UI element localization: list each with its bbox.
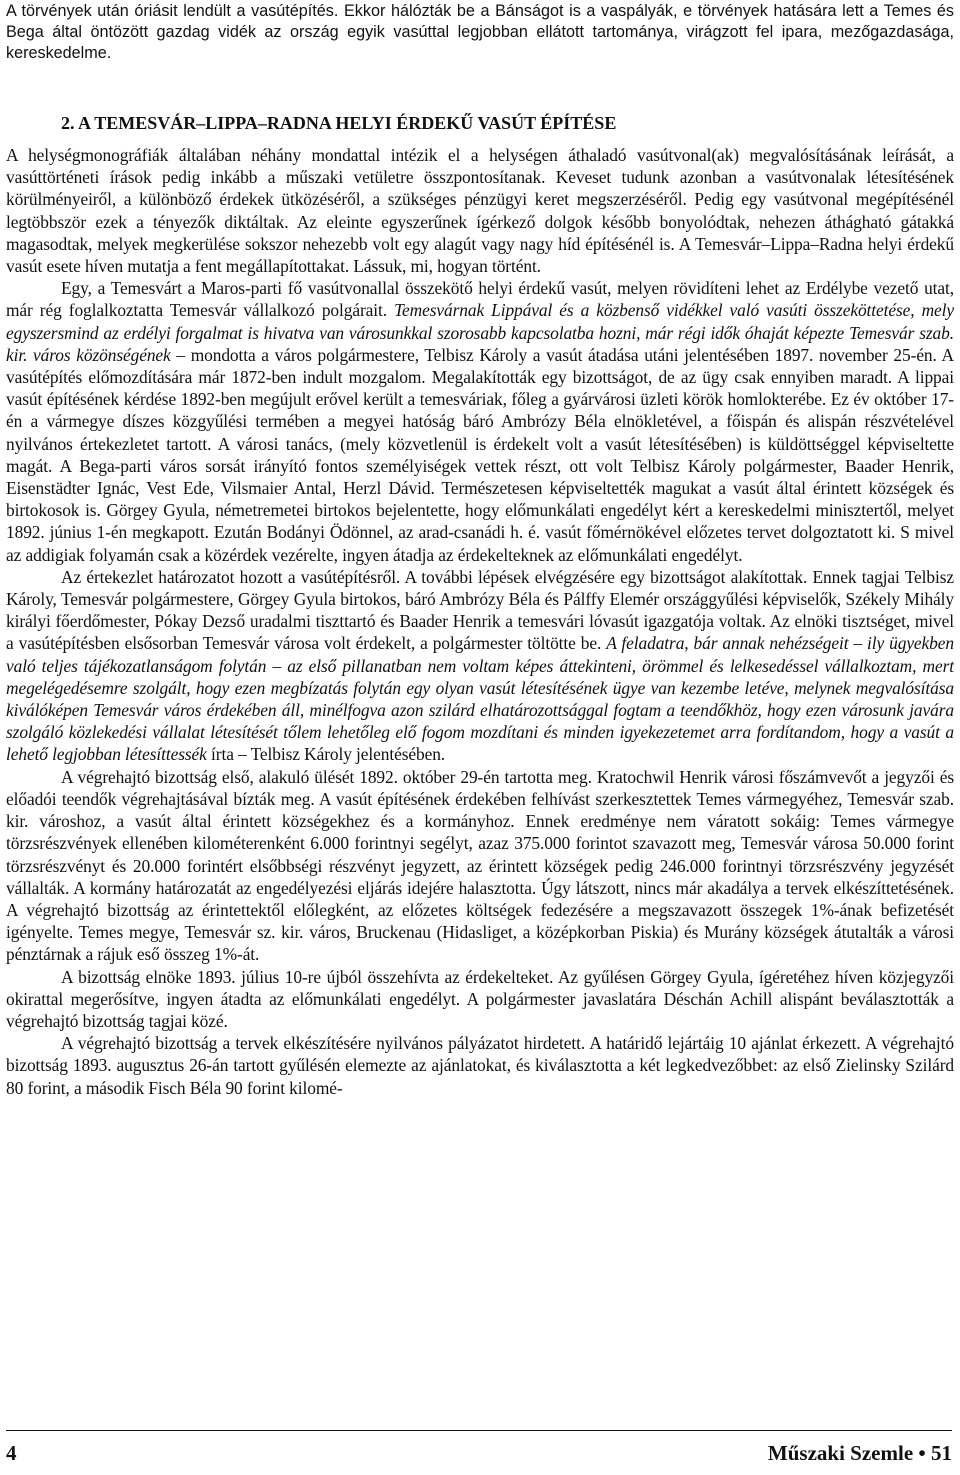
- text-segment: A bizottság elnöke 1893. július 10-re újból összehívta az érdekelteket. Az gyűlésen Görgey Gyula, ígéretéhez híven közjegyzői okirattal megerősítve, ingyen átadta az előmunkálati engedélyt. A polgármester javaslatára Déschán Achill alispánt beválasztották a végrehajtó bizottság tagjai közé.: [6, 966, 954, 1031]
- body-paragraph: [6, 766, 954, 966]
- text-segment: Egy, a Temesvárt a Maros-parti fő vasútvonallal összekötő helyi érdekű vasút, melyen rövidíteni lehet az Erdélybe vezető utat, már rég foglalkoztatta Temesvár vállalkozó polgárait.: [6, 278, 954, 321]
- body-paragraph: [6, 566, 954, 766]
- body-paragraph: [6, 966, 954, 1033]
- page-footer: [6, 1430, 952, 1475]
- body-paragraph: [6, 144, 954, 277]
- journal-name: Műszaki Szemle • 51: [767, 1441, 952, 1465]
- text-segment: Az értekezlet határozatot hozott a vasútépítésről. A további lépések elvégzésére egy bizottságot alakítottak. Ennek tagjai Telbisz Károly, Temesvár polgármestere, Görgey Gyula birtokos, báró Ambrózy Béla és Pálffy Elemér országgyűlési képviselők, Székely Mihály királyi főerdőmester, Pókay Dezső uradalmi tiszttartó és Baader Henrik a temesvári lóvasút igazgatója voltak. Az elnöki tisztséget, mivel a vasútépítésben elsősorban Temesvár városa volt érdekelt, a polgármester töltötte be.: [6, 566, 954, 654]
- document-page: [6, 0, 954, 1099]
- quote-segment: Temesvárnak Lippával és a közbenső vidékkel való vasúti összeköttetése, mely egyszersmind az erdélyi forgalmat is hivatva van városunkkal szorosabb kapcsolatba hozni, már régi idők óhaját képezte Temesvár szab. kir. város közönségének –: [6, 300, 955, 365]
- body-text: [6, 144, 954, 1099]
- page-number: 4: [6, 1441, 17, 1465]
- text-segment: mondotta a város polgármestere, Telbisz Károly a vasút átadása utáni jelentésében 1897. november 25-én. A vasútépítés előmozdítására már 1872-ben indult mozgalom. Megalakították egy bizottságot, de az ügy csak ennyiben maradt. A lippai vasút építésének kérdése 1892-ben megújult erővel került a temesváriak, főleg a gyárvárosi üzleti körök homlokterébe. Ez év október 17-én a vármegye díszes közgyűlési termében a megyei hatóság báró Ambrózy Béla elnökletével, a főispán és alispán részvételével nyilvános értekezletet tartott. A városi tanács, (mely közvetlenül is érdekelt volt a vasút létesítésében) is küldöttséggel képviseltette magát. A Bega-parti város sorsát irányító fontos személyiségek vettek részt, ott volt Telbisz Károly polgármester, Baader Henrik, Eisenstädter Ignác, Vest Ede, Vilsmaier Antal, Herzl Dávid. Természetesen képviseltették magukat a vasút által érintett községek és birtokosok is. Görgey Gyula, németremetei birtokos bejelentette, hogy előmunkálati engedélyt kért a kereskedelmi minisztertől, melyet 1892. június 1-én megkapott. Ezután Bodányi Ödönnel, az arad-csanádi h. é. vasút főmérnökével előzetes tervet dolgoztatott ki. S mivel az addigiak folyamán csak a közérdek vezérelte, ingyen átadja az érdekelteknek az előmunkálati engedélyt.: [6, 344, 954, 565]
- body-paragraph: [6, 277, 954, 566]
- intro-paragraph: A törvények után óriásit lendült a vasútépítés. Ekkor hálózták be a Bánságot is a vaspályák, e törvények hatására lett a Temes és Bega által öntözött gazdag vidék az ország egyik vasúttal legjobban ellátott tartománya, virágzott fel ipara, mezőgazdasága, kereskedelme.: [6, 2, 954, 62]
- section-title: 2. A TEMESVÁR–LIPPA–RADNA HELYI ÉRDEKŰ VASÚT ÉPÍTÉSE: [61, 113, 617, 133]
- body-paragraph: [6, 1032, 954, 1099]
- text-segment: írta – Telbisz Károly jelentésében.: [206, 744, 446, 765]
- text-segment: A végrehajtó bizottság első, alakuló ülését 1892. október 29-én tartotta meg. Kratochwil Henrik városi főszámvevőt a jegyzői és előadói teendők végrehajtásával bízták meg. A vasút építésének érdekében felhívást szerkesztettek Temes vármegyéhez, Temesvár szab. kir. városhoz, a vasút által érintett községekhez és a kormányhoz. Ennek eredménye nem váratott sokáig: Temes vármegye törzsrészvények ellenében kilométerenként 6.000 forintnyi segélyt, azaz 375.000 forintot szavazott meg, Temesvár városa 50.000 forint törzsrészvényt és 20.000 forintért elsőbbségi részvényt jegyzett, az érintett községek pedig 246.000 forintnyi törzsrészvény jegyzését vállalták. A kormány határozatát az engedélyezési eljárás idejére halasztotta. Úgy látszott, nincs már akadálya a tervek elkészíttetésének. A végrehajtó bizottság az érintettektől előlegként, az előzetes költségek fedezésére a megszavazott összegek 1%-ának befizetését igényelte. Temes megye, Temesvár sz. kir. város, Bruckenau (Hidasliget, a középkorban Piskia) és Murány községek átutalták a városi pénztárnak a rájuk eső összeg 1%-át.: [6, 766, 954, 965]
- text-segment: A helységmonográfiák általában néhány mondattal intézik el a helységen áthaladó vasútvonal(ak) megvalósításának leírását, a vasúttörténeti írások pedig inkább a műszaki vetületre összpontosítanak. Keveset tudunk azonban a vasútvonalak létesítésének körülményeiről, a különböző érdekek ütközéséről, a szükséges pénzügyi keret megszerzéséről. Pedig egy vasútvonal megépítésénél legtöbbször ezek a tényezők diktáltak. Az eleinte egyszerűnek ígérkező dolgok később bonyolódtak, nehezen áthágható gátakká magasodtak, melyek megkerülése sokszor nehezebb volt egy alagút vagy nagy híd építésénél is. A Temesvár–Lippa–Radna helyi érdekű vasút esete híven mutatja a fent megállapítottakat. Lássuk, mi, hogyan történt.: [6, 145, 954, 277]
- text-segment: A végrehajtó bizottság a tervek elkészítésére nyilvános pályázatot hirdetett. A határidő lejártáig 10 ajánlat érkezett. A végrehajtó bizottság 1893. augusztus 26-án tartott gyűlésén elemezte az ajánlatokat, és kiválasztotta a két legkedvezőbbet: az első Zielinsky Szilárd 80 forint, a második Fisch Béla 90 forint kilomé-: [6, 1033, 954, 1098]
- quote-segment: A feladatra, bár annak nehézségeit – ily ügyekben való teljes tájékozatlanságom folytán – az első pillanatban nem voltam képes áttekinteni, örömmel és lelkesedéssel vállalkoztam, mert megelégedésemre szolgált, hogy ezen megbízatás folytán egy olyan vasút létesítésének ügye van kezembe letéve, melynek megvalósítása kiválóképen Temesvár város érdekében áll, minélfogva azon szilárd elhatározottsággal fogtam a teendőkhöz, hogy ezen városunk javára szolgáló közlekedési vállalat létesítését tőlem lehetőleg elő fogom mozdítani és minden igyekezetemet arra fordítandom, hogy a vasút a lehető legjobban létesíttessék: [6, 633, 954, 765]
